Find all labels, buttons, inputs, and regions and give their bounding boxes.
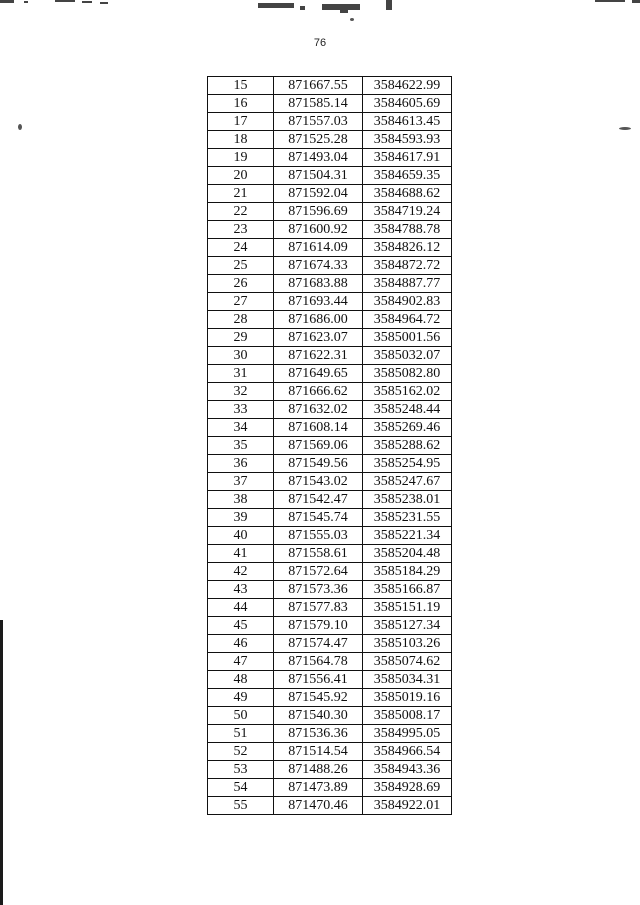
x-coordinate-cell: 871600.92 [274, 221, 363, 239]
point-number-cell: 55 [208, 797, 274, 815]
point-number-cell: 22 [208, 203, 274, 221]
y-coordinate-cell: 3585184.29 [363, 563, 452, 581]
x-coordinate-cell: 871579.10 [274, 617, 363, 635]
x-coordinate-cell: 871542.47 [274, 491, 363, 509]
x-coordinate-cell: 871693.44 [274, 293, 363, 311]
y-coordinate-cell: 3585019.16 [363, 689, 452, 707]
x-coordinate-cell: 871564.78 [274, 653, 363, 671]
point-number-cell: 30 [208, 347, 274, 365]
point-number-cell: 32 [208, 383, 274, 401]
point-number-cell: 43 [208, 581, 274, 599]
table-row [208, 437, 452, 455]
x-coordinate-cell: 871572.64 [274, 563, 363, 581]
table-row [208, 617, 452, 635]
x-coordinate-cell: 871674.33 [274, 257, 363, 275]
table-row [208, 275, 452, 293]
point-number-cell: 27 [208, 293, 274, 311]
table-row [208, 635, 452, 653]
point-number-cell: 24 [208, 239, 274, 257]
point-number-cell: 18 [208, 131, 274, 149]
x-coordinate-cell: 871585.14 [274, 95, 363, 113]
table-row [208, 149, 452, 167]
point-number-cell: 23 [208, 221, 274, 239]
x-coordinate-cell: 871592.04 [274, 185, 363, 203]
table-row [208, 761, 452, 779]
y-coordinate-cell: 3585032.07 [363, 347, 452, 365]
page-number: 76 [313, 37, 327, 49]
y-coordinate-cell: 3585074.62 [363, 653, 452, 671]
point-number-cell: 17 [208, 113, 274, 131]
y-coordinate-cell: 3585238.01 [363, 491, 452, 509]
x-coordinate-cell: 871545.74 [274, 509, 363, 527]
point-number-cell: 52 [208, 743, 274, 761]
table-row [208, 545, 452, 563]
table-row [208, 581, 452, 599]
point-number-cell: 42 [208, 563, 274, 581]
x-coordinate-cell: 871488.26 [274, 761, 363, 779]
y-coordinate-cell: 3584617.91 [363, 149, 452, 167]
y-coordinate-cell: 3584788.78 [363, 221, 452, 239]
table-row [208, 131, 452, 149]
table-row [208, 653, 452, 671]
table-row [208, 689, 452, 707]
x-coordinate-cell: 871504.31 [274, 167, 363, 185]
table-row [208, 203, 452, 221]
y-coordinate-cell: 3584719.24 [363, 203, 452, 221]
y-coordinate-cell: 3585162.02 [363, 383, 452, 401]
table-row [208, 167, 452, 185]
table-row [208, 743, 452, 761]
y-coordinate-cell: 3585166.87 [363, 581, 452, 599]
y-coordinate-cell: 3585103.26 [363, 635, 452, 653]
x-coordinate-cell: 871596.69 [274, 203, 363, 221]
table-row [208, 599, 452, 617]
x-coordinate-cell: 871555.03 [274, 527, 363, 545]
y-coordinate-cell: 3585204.48 [363, 545, 452, 563]
y-coordinate-cell: 3585247.67 [363, 473, 452, 491]
point-number-cell: 16 [208, 95, 274, 113]
x-coordinate-cell: 871536.36 [274, 725, 363, 743]
y-coordinate-cell: 3585082.80 [363, 365, 452, 383]
point-number-cell: 25 [208, 257, 274, 275]
table-row [208, 707, 452, 725]
y-coordinate-cell: 3584964.72 [363, 311, 452, 329]
table-row [208, 725, 452, 743]
y-coordinate-cell: 3584928.69 [363, 779, 452, 797]
table-row [208, 383, 452, 401]
coordinates-table-body [208, 77, 452, 815]
x-coordinate-cell: 871614.09 [274, 239, 363, 257]
point-number-cell: 51 [208, 725, 274, 743]
point-number-cell: 21 [208, 185, 274, 203]
table-row [208, 491, 452, 509]
point-number-cell: 54 [208, 779, 274, 797]
y-coordinate-cell: 3584887.77 [363, 275, 452, 293]
x-coordinate-cell: 871577.83 [274, 599, 363, 617]
x-coordinate-cell: 871545.92 [274, 689, 363, 707]
y-coordinate-cell: 3584966.54 [363, 743, 452, 761]
table-row [208, 797, 452, 815]
x-coordinate-cell: 871666.62 [274, 383, 363, 401]
y-coordinate-cell: 3584995.05 [363, 725, 452, 743]
x-coordinate-cell: 871667.55 [274, 77, 363, 95]
point-number-cell: 31 [208, 365, 274, 383]
table-row [208, 257, 452, 275]
y-coordinate-cell: 3585127.34 [363, 617, 452, 635]
table-row [208, 779, 452, 797]
x-coordinate-cell: 871543.02 [274, 473, 363, 491]
x-coordinate-cell: 871569.06 [274, 437, 363, 455]
point-number-cell: 37 [208, 473, 274, 491]
scan-speck [350, 18, 354, 21]
point-number-cell: 34 [208, 419, 274, 437]
y-coordinate-cell: 3584659.35 [363, 167, 452, 185]
x-coordinate-cell: 871623.07 [274, 329, 363, 347]
point-number-cell: 26 [208, 275, 274, 293]
y-coordinate-cell: 3585001.56 [363, 329, 452, 347]
point-number-cell: 45 [208, 617, 274, 635]
table-row [208, 293, 452, 311]
table-row [208, 311, 452, 329]
y-coordinate-cell: 3585008.17 [363, 707, 452, 725]
y-coordinate-cell: 3584872.72 [363, 257, 452, 275]
x-coordinate-cell: 871473.89 [274, 779, 363, 797]
point-number-cell: 47 [208, 653, 274, 671]
point-number-cell: 38 [208, 491, 274, 509]
x-coordinate-cell: 871632.02 [274, 401, 363, 419]
y-coordinate-cell: 3585269.46 [363, 419, 452, 437]
y-coordinate-cell: 3584605.69 [363, 95, 452, 113]
x-coordinate-cell: 871573.36 [274, 581, 363, 599]
table-row [208, 95, 452, 113]
point-number-cell: 40 [208, 527, 274, 545]
x-coordinate-cell: 871574.47 [274, 635, 363, 653]
point-number-cell: 35 [208, 437, 274, 455]
y-coordinate-cell: 3585288.62 [363, 437, 452, 455]
x-coordinate-cell: 871649.65 [274, 365, 363, 383]
x-coordinate-cell: 871683.88 [274, 275, 363, 293]
table-row [208, 527, 452, 545]
x-coordinate-cell: 871525.28 [274, 131, 363, 149]
table-row [208, 473, 452, 491]
point-number-cell: 50 [208, 707, 274, 725]
point-number-cell: 28 [208, 311, 274, 329]
x-coordinate-cell: 871470.46 [274, 797, 363, 815]
y-coordinate-cell: 3584826.12 [363, 239, 452, 257]
x-coordinate-cell: 871686.00 [274, 311, 363, 329]
point-number-cell: 29 [208, 329, 274, 347]
table-row [208, 365, 452, 383]
y-coordinate-cell: 3585034.31 [363, 671, 452, 689]
point-number-cell: 20 [208, 167, 274, 185]
table-row [208, 419, 452, 437]
point-number-cell: 53 [208, 761, 274, 779]
y-coordinate-cell: 3584943.36 [363, 761, 452, 779]
x-coordinate-cell: 871493.04 [274, 149, 363, 167]
y-coordinate-cell: 3584922.01 [363, 797, 452, 815]
y-coordinate-cell: 3584593.93 [363, 131, 452, 149]
point-number-cell: 15 [208, 77, 274, 95]
x-coordinate-cell: 871549.56 [274, 455, 363, 473]
point-number-cell: 44 [208, 599, 274, 617]
x-coordinate-cell: 871514.54 [274, 743, 363, 761]
y-coordinate-cell: 3585248.44 [363, 401, 452, 419]
table-row [208, 239, 452, 257]
table-row [208, 329, 452, 347]
point-number-cell: 41 [208, 545, 274, 563]
table-row [208, 509, 452, 527]
point-number-cell: 49 [208, 689, 274, 707]
x-coordinate-cell: 871540.30 [274, 707, 363, 725]
x-coordinate-cell: 871558.61 [274, 545, 363, 563]
scan-speck [619, 127, 631, 130]
y-coordinate-cell: 3584613.45 [363, 113, 452, 131]
point-number-cell: 39 [208, 509, 274, 527]
y-coordinate-cell: 3585221.34 [363, 527, 452, 545]
y-coordinate-cell: 3584622.99 [363, 77, 452, 95]
y-coordinate-cell: 3585151.19 [363, 599, 452, 617]
table-row [208, 401, 452, 419]
x-coordinate-cell: 871608.14 [274, 419, 363, 437]
scan-edge-bar [0, 620, 3, 905]
y-coordinate-cell: 3584688.62 [363, 185, 452, 203]
table-row [208, 563, 452, 581]
table-row [208, 347, 452, 365]
coordinates-table [207, 76, 452, 815]
table-row [208, 77, 452, 95]
table-row [208, 113, 452, 131]
x-coordinate-cell: 871557.03 [274, 113, 363, 131]
table-row [208, 221, 452, 239]
point-number-cell: 46 [208, 635, 274, 653]
table-row [208, 185, 452, 203]
x-coordinate-cell: 871556.41 [274, 671, 363, 689]
scan-speck [18, 124, 22, 130]
y-coordinate-cell: 3585231.55 [363, 509, 452, 527]
table-row [208, 455, 452, 473]
point-number-cell: 48 [208, 671, 274, 689]
point-number-cell: 36 [208, 455, 274, 473]
y-coordinate-cell: 3584902.83 [363, 293, 452, 311]
table-row [208, 671, 452, 689]
x-coordinate-cell: 871622.31 [274, 347, 363, 365]
y-coordinate-cell: 3585254.95 [363, 455, 452, 473]
point-number-cell: 33 [208, 401, 274, 419]
scan-noise-top [0, 0, 640, 18]
point-number-cell: 19 [208, 149, 274, 167]
